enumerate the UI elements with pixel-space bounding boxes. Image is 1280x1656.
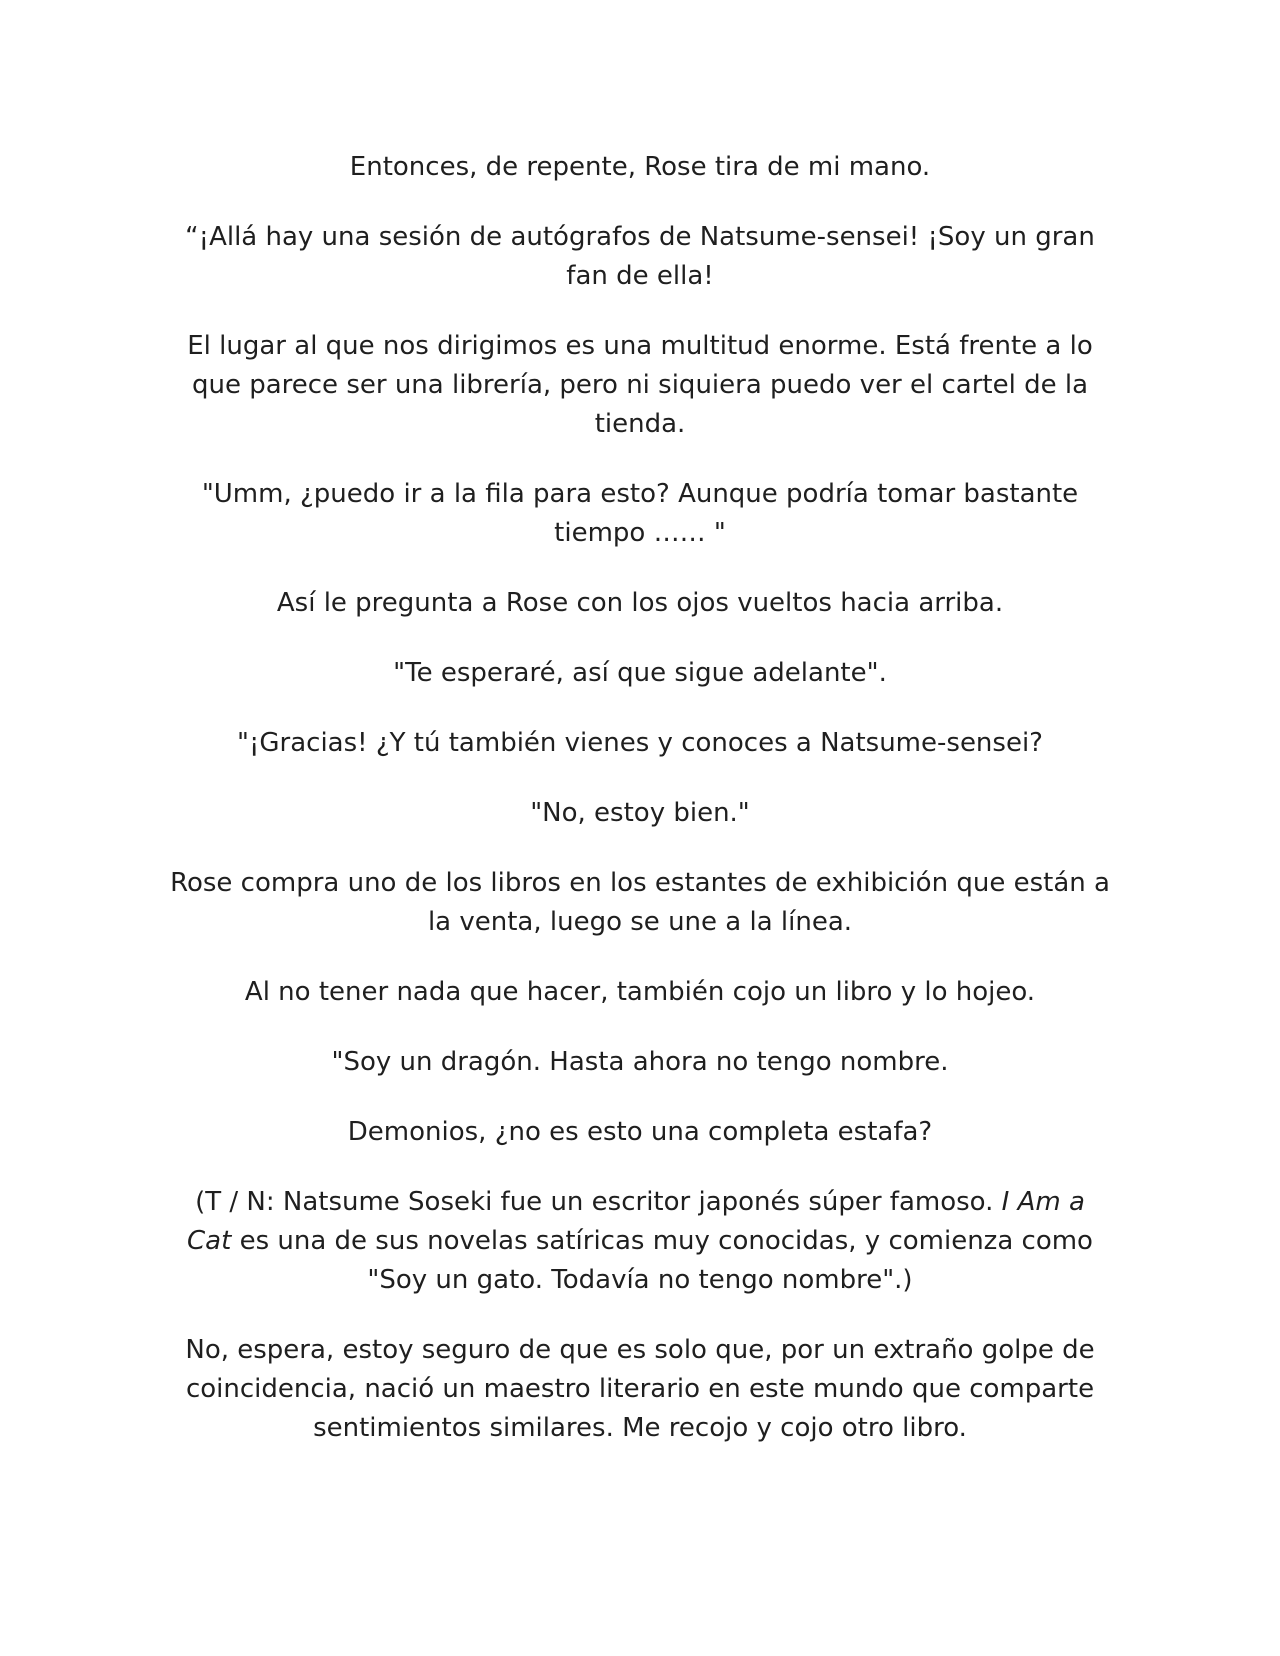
paragraph-4: "Umm, ¿puedo ir a la fila para esto? Aunque podría tomar bastante tiempo …… ": [201, 479, 1079, 548]
final-paragraph: No, espera, estoy seguro de que es solo que, por un extraño golpe de coincidencia, nació un maestro literario en este mundo que comparte sentimientos similares. Me recojo y cojo otro libro.: [185, 1335, 1095, 1443]
paragraph-1: Entonces, de repente, Rose tira de mi mano.: [349, 152, 931, 182]
paragraph-6: "Te esperaré, así que sigue adelante".: [393, 658, 887, 688]
paragraph-9: Rose compra uno de los libros en los estantes de exhibición que están a la venta, luego se une a la línea.: [170, 868, 1110, 937]
translator-note-title: I Am a Cat: [187, 1187, 1085, 1256]
paragraph-8: "No, estoy bien.": [530, 798, 750, 828]
translator-note-after: es una de sus novelas satíricas muy conocidas, y comienza como "Soy un gato. Todavía no tengo nombre".): [231, 1226, 1093, 1295]
translator-note-before: (T / N: Natsume Soseki fue un escritor japonés súper famoso.: [195, 1187, 1002, 1217]
paragraph-5: Así le pregunta a Rose con los ojos vueltos hacia arriba.: [276, 588, 1004, 618]
paragraph-11: "Soy un dragón. Hasta ahora no tengo nombre.: [331, 1047, 949, 1077]
paragraph-2: “¡Allá hay una sesión de autógrafos de Natsume-sensei! ¡Soy un gran fan de ella!: [185, 222, 1095, 291]
paragraph-3: El lugar al que nos dirigimos es una multitud enorme. Está frente a lo que parece ser una librería, pero ni siquiera puedo ver el cartel de la tienda.: [187, 331, 1093, 439]
paragraph-10: Al no tener nada que hacer, también cojo un libro y lo hojeo.: [244, 977, 1036, 1007]
document-body: [170, 148, 1110, 1479]
translator-note: [170, 1183, 1110, 1300]
paragraph-12: Demonios, ¿no es esto una completa estafa?: [347, 1117, 933, 1147]
paragraph-7: "¡Gracias! ¿Y tú también vienes y conoces a Natsume-sensei?: [237, 728, 1043, 758]
